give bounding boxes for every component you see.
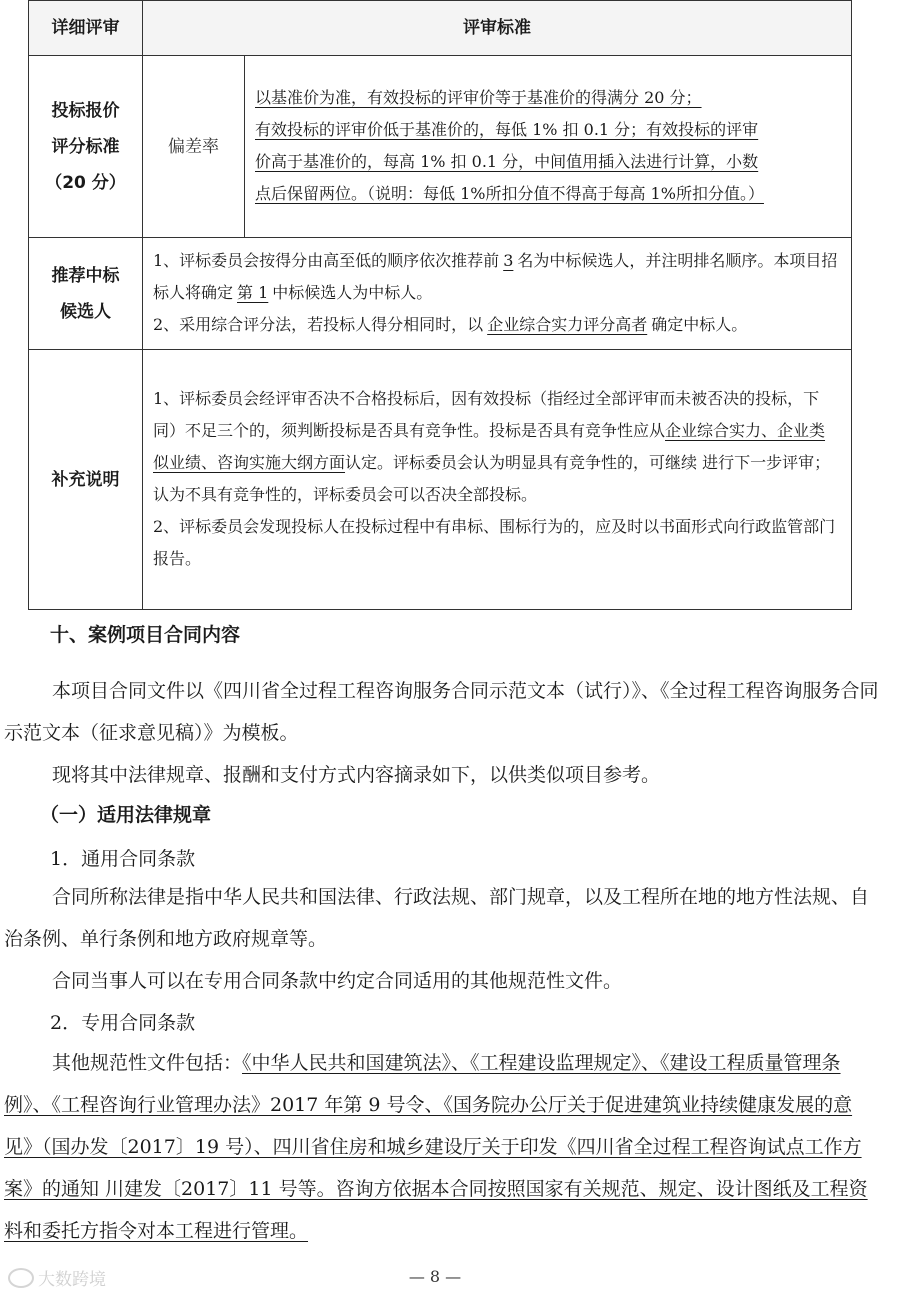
row-label-recommend bbox=[29, 238, 143, 350]
item-1-paragraph-2: 合同当事人可以在专用合同条款中约定合同适用的其他规范性文件。 bbox=[52, 970, 623, 992]
subsection-title: （一）适用法律规章 bbox=[40, 804, 212, 826]
sub-label-deviation: 偏差率 bbox=[143, 56, 245, 238]
header-review-standard: 评审标准 bbox=[143, 1, 852, 56]
recommend-paragraph-2 bbox=[153, 309, 841, 341]
paragraph-template: 本项目合同文件以《四川省全过程工程咨询服务合同示范文本（试行）》、《全过程工程咨询服务合同示范文本（征求意见稿）》为模板。 bbox=[4, 680, 879, 744]
bid-price-criteria bbox=[245, 56, 852, 238]
recommend-paragraph-1 bbox=[153, 245, 841, 309]
item-1-title: 1．通用合同条款 bbox=[50, 848, 196, 870]
row-label-bid-price bbox=[29, 56, 143, 238]
row-label-supplement: 补充说明 bbox=[29, 350, 143, 610]
blank-value: 第 1 bbox=[237, 282, 269, 302]
row-label-line: 投标报价 bbox=[51, 100, 120, 121]
blank-value: 3 bbox=[503, 250, 514, 270]
criteria-line: 价高于基准价的，每高 1% 扣 0.1 分，中间值用插入法进行计算，小数 bbox=[255, 151, 759, 171]
text-segment: 1、评标委员会按得分由高至低的顺序依次推荐前 bbox=[153, 250, 500, 270]
item-1-paragraph-1: 合同所称法律是指中华人民共和国法律、行政法规、部门规章，以及工程所在地的地方性法规、自治条例、单行条例和地方政府规章等。 bbox=[4, 886, 870, 950]
evaluation-criteria-table bbox=[28, 0, 852, 610]
text-segment: 认定。评标委员会认为明显具有竞争性的，可继续 进行下一步评审；认为不具有竞争性的，评标委员会可以否决全部投标。 bbox=[153, 452, 831, 504]
supplement-paragraph-1 bbox=[153, 383, 841, 511]
text-segment: 名为中标候选人，并注明排名顺 bbox=[517, 250, 742, 270]
header-detail-review: 详细评审 bbox=[29, 1, 143, 56]
text-segment: 序。本项目招标人将确定 bbox=[153, 250, 838, 302]
table-header-row bbox=[29, 1, 852, 56]
table-row-supplement bbox=[29, 350, 852, 610]
underlined-segment: 企业综合实力、企业类似业绩、咨询实施大纲方面 bbox=[153, 420, 826, 472]
section-title: 十、案例项目合同内容 bbox=[50, 624, 241, 646]
row-label-line: 候选人 bbox=[60, 301, 111, 322]
recommend-criteria bbox=[143, 238, 852, 350]
watermark-text: 大数跨境 bbox=[38, 1270, 106, 1290]
text-segment: 中标候选人为中标人。 bbox=[272, 282, 433, 302]
text-segment: 2、采用综合评分法，若投标人得分相同时，以 bbox=[153, 314, 484, 334]
row-label-line: （20 分） bbox=[45, 172, 126, 193]
table-row-recommend bbox=[29, 238, 852, 350]
underlined-segment: 《中华人民共和国建筑法》、《工程建设监理规定》、《建设工程质量管理条例》、《工程咨询行业管理办法》2017 年第 9 号令、《国务院办公厅关于促进建筑业持续健康发展的意见》（国办发〔2017〕19 号）、四川省住房和城乡建设厅关于印发《四川省全过程工程咨询试点工作方案》的通知 川建发〔2017〕11 号等。咨询方依据本合同按照国家有关规范、规定、设计图纸及工程资料和委托方指令对本工程进行管理。 bbox=[4, 1052, 868, 1242]
supplement-text bbox=[143, 350, 852, 610]
criteria-line: 有效投标的评审价低于基准价的，每低 1% 扣 0.1 分；有效投标的评审 bbox=[255, 119, 759, 139]
blank-value: 企业综合实力评分高者 bbox=[487, 314, 648, 334]
item-2-paragraph bbox=[4, 1042, 880, 1252]
text-segment: 1、评标委员会经评审否决不合格投标后，因有效投标（指经过全部评审而未被否决的投标，下同）不足三个的，须判断投标是否具有竞争性。投标是否具有竞争性应从 bbox=[153, 388, 820, 440]
criteria-line: 点后保留两位。（说明：每低 1%所扣分值不得高于每高 1%所扣分值。） bbox=[255, 183, 764, 203]
supplement-paragraph-2: 2、评标委员会发现投标人在投标过程中有串标、围标行为的，应及时以书面形式向行政监管部门报告。 bbox=[153, 516, 836, 568]
criteria-line: 以基准价为准，有效投标的评审价等于基准价的得满分 20 分； bbox=[255, 87, 702, 107]
page-number: — 8 — bbox=[408, 1267, 462, 1286]
row-label-line: 推荐中标 bbox=[51, 265, 120, 286]
table-row-bid-price bbox=[29, 56, 852, 238]
row-label-line: 评分标准 bbox=[51, 136, 120, 157]
item-2-title: 2．专用合同条款 bbox=[50, 1012, 196, 1034]
text-segment: 其他规范性文件包括： bbox=[52, 1052, 243, 1074]
paragraph-excerpt: 现将其中法律规章、报酬和支付方式内容摘录如下，以供类似项目参考。 bbox=[52, 764, 661, 786]
text-segment: 确定中标人。 bbox=[651, 314, 748, 334]
